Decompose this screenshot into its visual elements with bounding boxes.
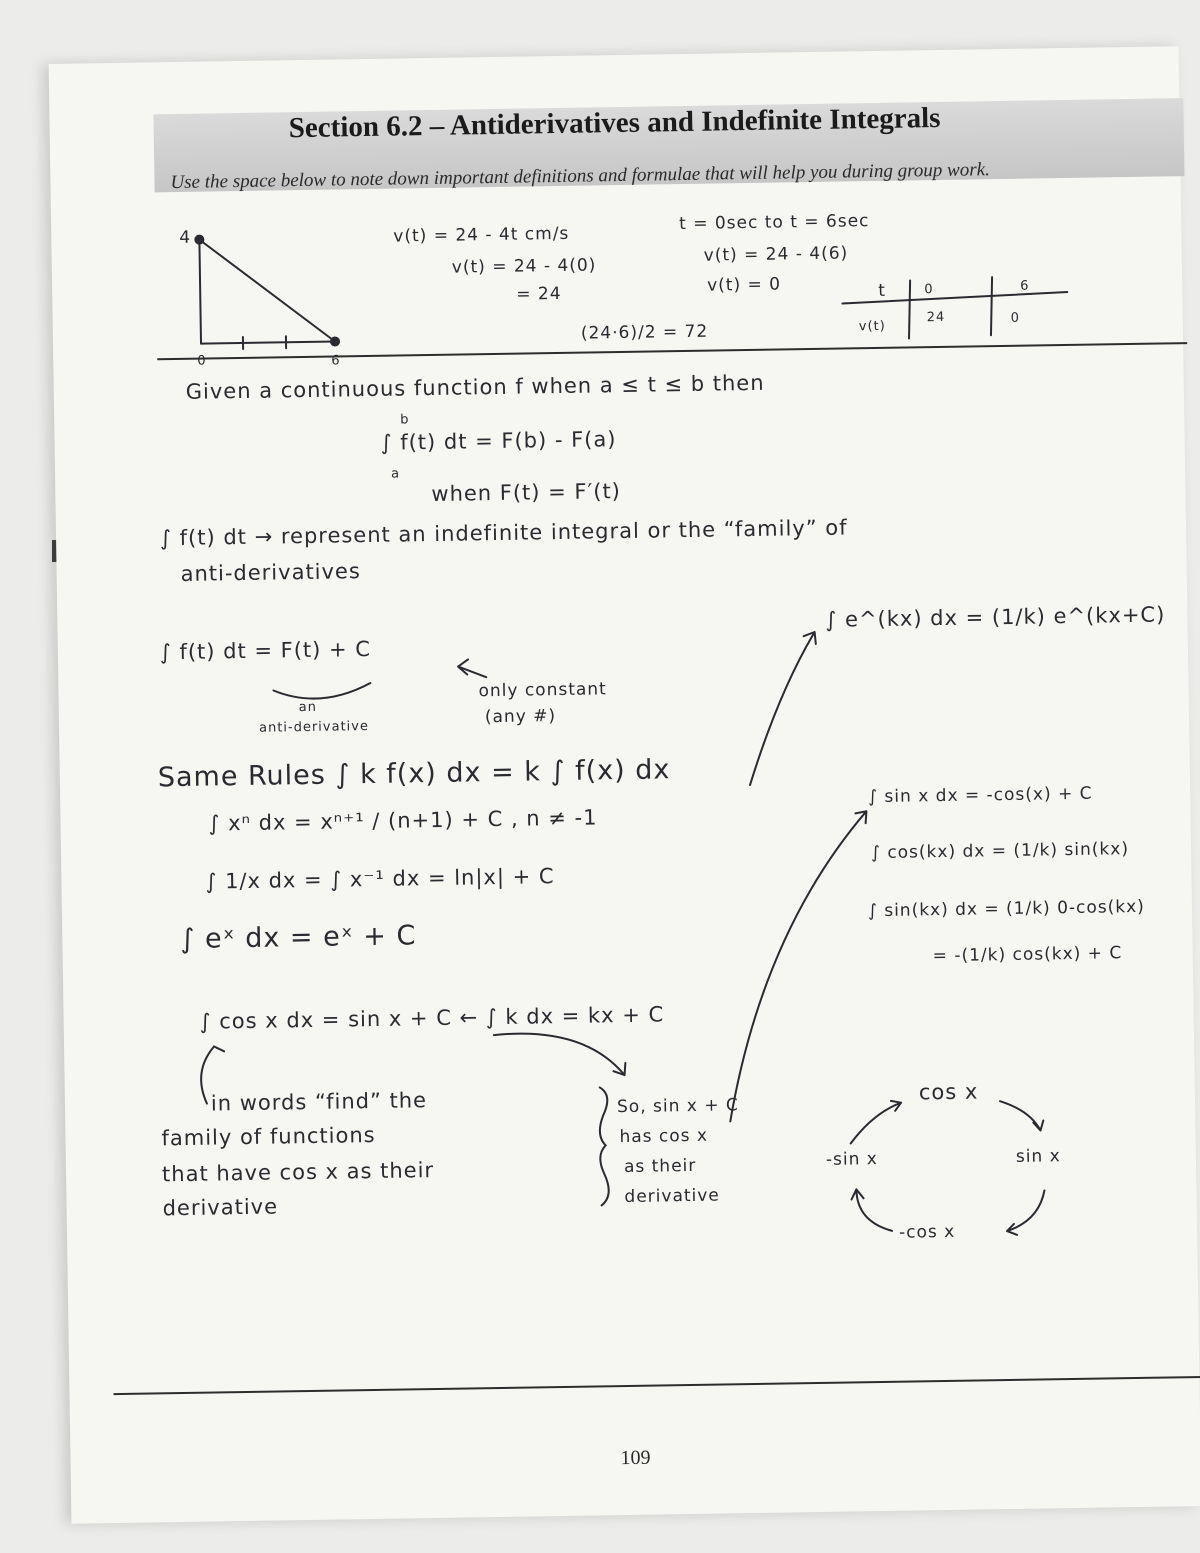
sin-rule: ∫ sin x dx = -cos(x) + C bbox=[868, 783, 1093, 808]
anti-label: anti-derivative bbox=[258, 719, 370, 736]
page-title: Section 6.2 – Antiderivatives and Indefinite Integrals bbox=[288, 101, 941, 145]
const-arrow bbox=[458, 659, 486, 677]
sin-k-rule2: = -(1/k) cos(kx) + C bbox=[932, 943, 1123, 967]
table-v0: 24 bbox=[926, 309, 946, 326]
so-line2: has cos x bbox=[619, 1125, 709, 1148]
words-line2: family of functions bbox=[161, 1122, 376, 1151]
cos-k-rule: ∫ cos(kx) dx = (1/k) sin(kx) bbox=[870, 839, 1130, 864]
arrow-sin bbox=[725, 811, 871, 1121]
graph-x6-label: 6 bbox=[331, 353, 341, 369]
cycle-neg-sin: -sin x bbox=[825, 1149, 879, 1170]
so-line4: derivative bbox=[624, 1185, 720, 1208]
anti-underline bbox=[273, 683, 370, 699]
table-vline bbox=[908, 280, 911, 338]
indefinite-line2: anti-derivatives bbox=[180, 559, 361, 586]
brace bbox=[599, 1087, 609, 1205]
table-vline bbox=[990, 277, 993, 335]
so-line1: So, sin x + C bbox=[616, 1095, 739, 1118]
table-t0: 0 bbox=[924, 282, 934, 298]
words-line1: in words “find” the bbox=[210, 1088, 428, 1116]
velocity-eq: v(t) = 24 - 4t cm/s bbox=[393, 223, 570, 247]
arrow-so bbox=[494, 1032, 626, 1077]
cycle-neg-cos: -cos x bbox=[898, 1221, 956, 1243]
cycle-arrow bbox=[850, 1101, 902, 1144]
constant-label2: (any #) bbox=[484, 706, 557, 728]
given-text: Given a continuous function f when a ≤ t ≤ b then bbox=[185, 370, 765, 404]
indefinite-line1: ∫ f(t) dt → represent an indefinite integral or the “family” of bbox=[159, 515, 848, 551]
cycle-cos: cos x bbox=[918, 1079, 979, 1105]
table-hline bbox=[842, 292, 1067, 304]
time-range: t = 0sec to t = 6sec bbox=[679, 211, 870, 235]
worksheet-page bbox=[49, 46, 1200, 1524]
same-rules: Same Rules ∫ k f(x) dx = k ∫ f(x) dx bbox=[157, 754, 671, 794]
graph-x0-label: 0 bbox=[197, 353, 207, 369]
ftc-equation: ∫ f(t) dt = F(b) - F(a) bbox=[380, 427, 617, 455]
power-rule: ∫ xⁿ dx = xⁿ⁺¹ / (n+1) + C , n ≠ -1 bbox=[208, 805, 598, 836]
an-label: an bbox=[298, 699, 318, 716]
words-line3: that have cos x as their bbox=[161, 1158, 435, 1187]
instructions-text: Use the space below to note down important definitions and formulae that will help you during group work. bbox=[170, 159, 990, 194]
v6-line1: v(t) = 24 - 4(6) bbox=[703, 243, 849, 266]
so-line3: as their bbox=[623, 1155, 697, 1178]
exp-rule: ∫ eˣ dx = eˣ + C bbox=[180, 920, 417, 956]
cycle-arrow bbox=[1006, 1190, 1045, 1235]
cos-rule: ∫ cos x dx = sin x + C ← ∫ k dx = kx + C bbox=[199, 1002, 665, 1034]
sin-k-rule: ∫ sin(kx) dx = (1/k) 0-cos(kx) bbox=[867, 896, 1146, 922]
page-number: 109 bbox=[620, 1446, 651, 1470]
cycle-sin: sin x bbox=[1015, 1146, 1061, 1167]
v6-line2: v(t) = 0 bbox=[707, 274, 782, 296]
area-calc: (24·6)/2 = 72 bbox=[580, 321, 709, 344]
v0-line2: = 24 bbox=[516, 283, 562, 305]
ftc-lower: a bbox=[390, 466, 401, 482]
table-v6: 0 bbox=[1010, 310, 1021, 326]
ftc-when: when F(t) = F′(t) bbox=[431, 479, 622, 507]
exp-k-rule: ∫ e^(kx) dx = (1/k) e^(kx+C) bbox=[825, 602, 1166, 632]
table-t6: 6 bbox=[1020, 278, 1030, 294]
table-t-header: t bbox=[878, 280, 887, 301]
graph-line bbox=[199, 238, 335, 344]
antiderivative-eq: ∫ f(t) dt = F(t) + C bbox=[159, 636, 372, 665]
recip-rule: ∫ 1/x dx = ∫ x⁻¹ dx = ln|x| + C bbox=[205, 864, 555, 894]
cycle-arrow bbox=[851, 1189, 892, 1232]
cycle-arrow bbox=[1000, 1100, 1043, 1131]
words-line4: derivative bbox=[162, 1194, 279, 1221]
ftc-upper: b bbox=[400, 412, 410, 428]
v0-line1: v(t) = 24 - 4(0) bbox=[451, 255, 597, 278]
constant-label1: only constant bbox=[478, 679, 607, 702]
table-v-header: v(t) bbox=[858, 318, 886, 335]
arrow-exp bbox=[748, 632, 818, 785]
graph-y-axis bbox=[199, 240, 201, 344]
graph-x-axis bbox=[201, 342, 335, 344]
graph-y-label: 4 bbox=[179, 227, 192, 248]
